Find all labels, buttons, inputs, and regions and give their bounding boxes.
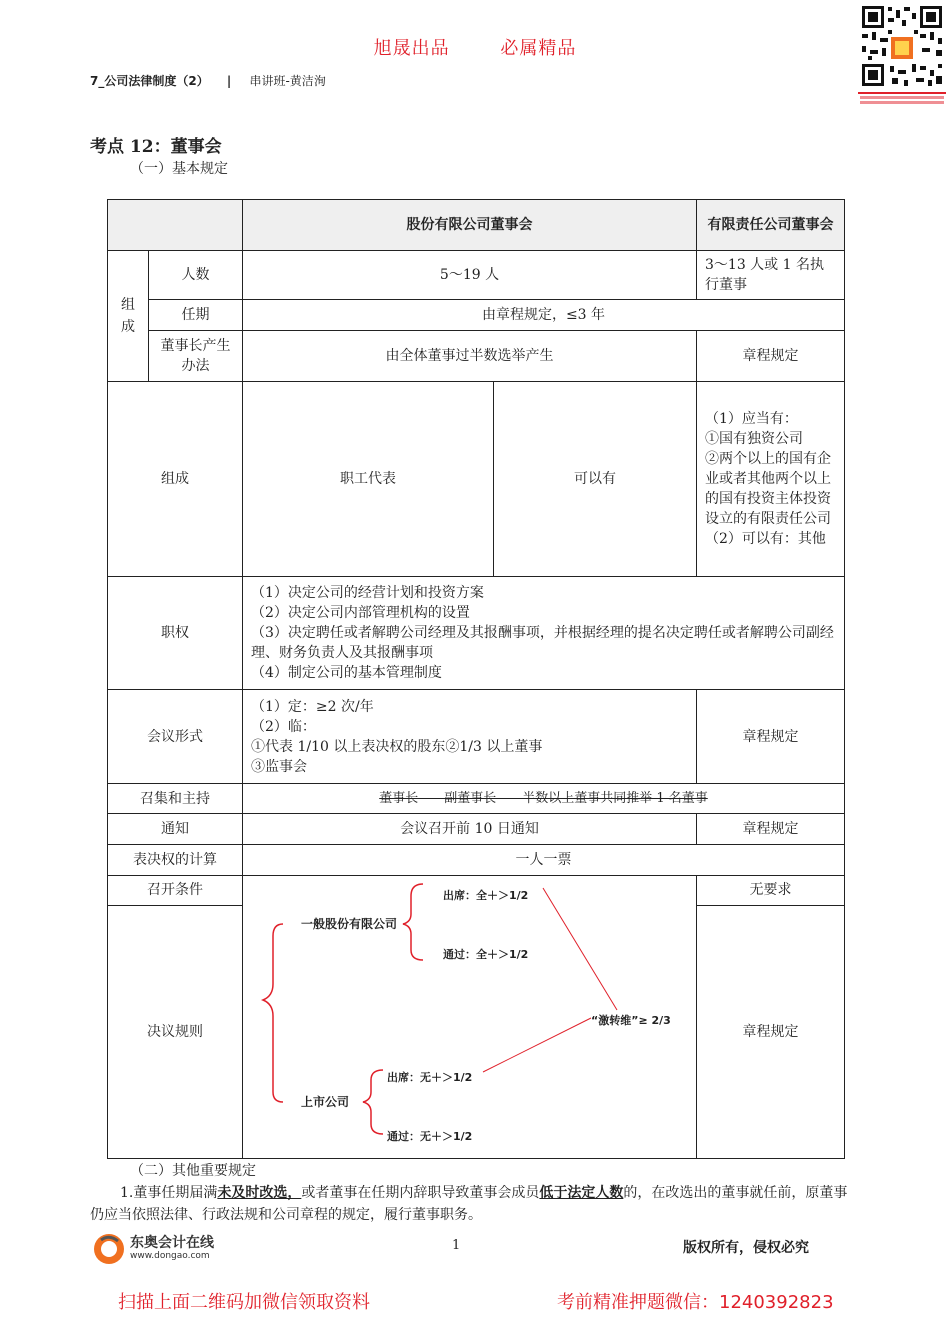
list-item: （3）决定聘任或者解聘公司经理及其报酬事项，并根据经理的提名决定聘任或者解聘公司副经理、财务负责人及其报酬事项	[251, 625, 834, 661]
resolution-diagram-cell	[243, 876, 697, 1159]
table-row	[108, 300, 845, 331]
zhiquan-value	[243, 577, 845, 690]
row-label-chairman: 董事长产生办法	[149, 331, 243, 382]
renshu-llc: 3～13 人或 1 名执行董事	[697, 251, 845, 300]
meeting-llc: 章程规定	[697, 690, 845, 784]
table-row	[108, 382, 845, 577]
general-bracket	[403, 884, 423, 960]
footer-wechat-promo: 考前精准押题微信：1240392823	[557, 1292, 834, 1313]
page-number: 1	[452, 1238, 461, 1253]
vote-value: 一人一票	[243, 845, 845, 876]
course-separator: |	[226, 74, 232, 88]
row-label-renshu: 人数	[149, 251, 243, 300]
header-banner	[0, 34, 950, 60]
list-item: （1）应当有：	[705, 411, 798, 427]
notice-joint: 会议召开前 10 日通知	[243, 814, 697, 845]
list-item: （2）决定公司内部管理机构的设置	[251, 605, 470, 621]
col-llc: 有限责任公司董事会	[697, 200, 845, 251]
list-item: ③监事会	[251, 758, 307, 775]
table-row	[108, 690, 845, 784]
convene-value: 董事长——副董事长——半数以上董事共同推举 1 名董事	[243, 784, 845, 814]
table-row	[108, 251, 845, 300]
table-row	[108, 876, 845, 906]
diagram-general-pass: 通过：全＋＞1/2	[443, 948, 529, 961]
list-item: （4）制定公司的基本管理制度	[251, 665, 442, 681]
diagram-listed-attend: 出席：无＋＞1/2	[387, 1071, 473, 1084]
table-row	[108, 577, 845, 690]
row-label-convene: 召集和主持	[108, 784, 243, 814]
chairman-joint: 由全体董事过半数选举产生	[243, 331, 697, 382]
other-rules-title: （二）其他重要规定	[130, 1163, 256, 1179]
zhigong-llc	[697, 382, 845, 577]
diagram-listed-pass: 通过：无＋＞1/2	[387, 1130, 473, 1143]
diagram-listed: 上市公司	[301, 1095, 350, 1109]
list-item: ①国有独资公司	[705, 431, 803, 447]
renshu-joint: 5～19 人	[243, 251, 697, 300]
table-header-row	[108, 200, 845, 251]
row-label-resolution: 决议规则	[108, 905, 243, 1158]
footer-qr-promo: 扫描上面二维码加微信领取资料	[118, 1292, 370, 1313]
section-title: 考点 12：董事会	[90, 137, 222, 157]
table-row	[108, 845, 845, 876]
connector-line	[543, 888, 617, 1010]
resolution-llc: 章程规定	[697, 905, 845, 1158]
rule-1-part: 的，在改选出的董事就任前，原董事仍应当依照法律、行政法规和公司章程的规定，履行董事职务。	[90, 1185, 848, 1223]
banner-left: 旭晟出品	[373, 38, 450, 59]
main-bracket	[263, 924, 283, 1102]
rule-1-emphasis: 低于法定人数	[539, 1185, 624, 1201]
rule-1	[90, 1182, 860, 1226]
copyright: 版权所有，侵权必究	[683, 1240, 809, 1256]
diagram-special: “激转维”≥ 2/3	[591, 1014, 671, 1027]
row-label-quorum: 召开条件	[108, 876, 243, 906]
row-label-vote: 表决权的计算	[108, 845, 243, 876]
rule-1-part: 或者董事在任期内辞职导致董事会成员	[301, 1185, 540, 1201]
dongao-logo	[92, 1228, 242, 1270]
course-line	[90, 72, 326, 89]
row-label-zucheng: 组成	[108, 382, 243, 577]
logo-icon	[92, 1232, 126, 1266]
diagram-general-attend: 出席：全＋＞1/2	[443, 889, 529, 902]
logo-url: www.dongao.com	[130, 1251, 210, 1261]
corner-cell	[108, 200, 243, 251]
list-item: （1）定：≥2 次/年	[251, 698, 374, 715]
row-label-notice: 通知	[108, 814, 243, 845]
row-label-zhiquan: 职权	[108, 577, 243, 690]
row-label-meeting: 会议形式	[108, 690, 243, 784]
diagram-general: 一般股份有限公司	[301, 917, 398, 931]
section-subtitle: （一）基本规定	[130, 161, 228, 177]
list-item: ①代表 1/10 以上表决权的股东②1/3 以上董事	[251, 738, 543, 755]
row-label-renqi: 任期	[149, 300, 243, 331]
meeting-joint	[243, 690, 697, 784]
list-item: （2）临：	[251, 718, 316, 735]
logo-name: 东奥会计在线	[130, 1235, 214, 1251]
banner-right: 必属精品	[500, 38, 577, 59]
notice-llc: 章程规定	[697, 814, 845, 845]
renqi-value: 由章程规定，≤3 年	[243, 300, 845, 331]
quorum-llc: 无要求	[697, 876, 845, 906]
zhigong-joint: 可以有	[494, 382, 697, 577]
connector-line	[483, 1018, 591, 1072]
course-teacher: 串讲班-黄洁洵	[249, 74, 326, 88]
board-rules-table	[107, 199, 845, 1159]
list-item: （1）决定公司的经营计划和投资方案	[251, 585, 484, 601]
table-row	[108, 331, 845, 382]
rule-1-part: 1.董事任期届满	[120, 1185, 218, 1201]
rule-1-emphasis: 未及时改选，	[217, 1185, 302, 1201]
qr-code-icon	[858, 4, 946, 108]
course-title: 7_公司法律制度（2）	[90, 74, 209, 88]
chairman-llc: 章程规定	[697, 331, 845, 382]
listed-bracket	[363, 1070, 383, 1134]
list-item: ②两个以上的国有企业或者其他两个以上的国有投资主体投资设立的有限责任公司	[705, 451, 831, 527]
group-label: 组成	[108, 251, 149, 382]
zhigong-label: 职工代表	[243, 382, 494, 577]
resolution-diagram	[243, 876, 695, 1152]
list-item: （2）可以有：其他	[705, 531, 826, 547]
table-row	[108, 814, 845, 845]
col-joint-stock: 股份有限公司董事会	[243, 200, 697, 251]
table-row	[108, 784, 845, 814]
